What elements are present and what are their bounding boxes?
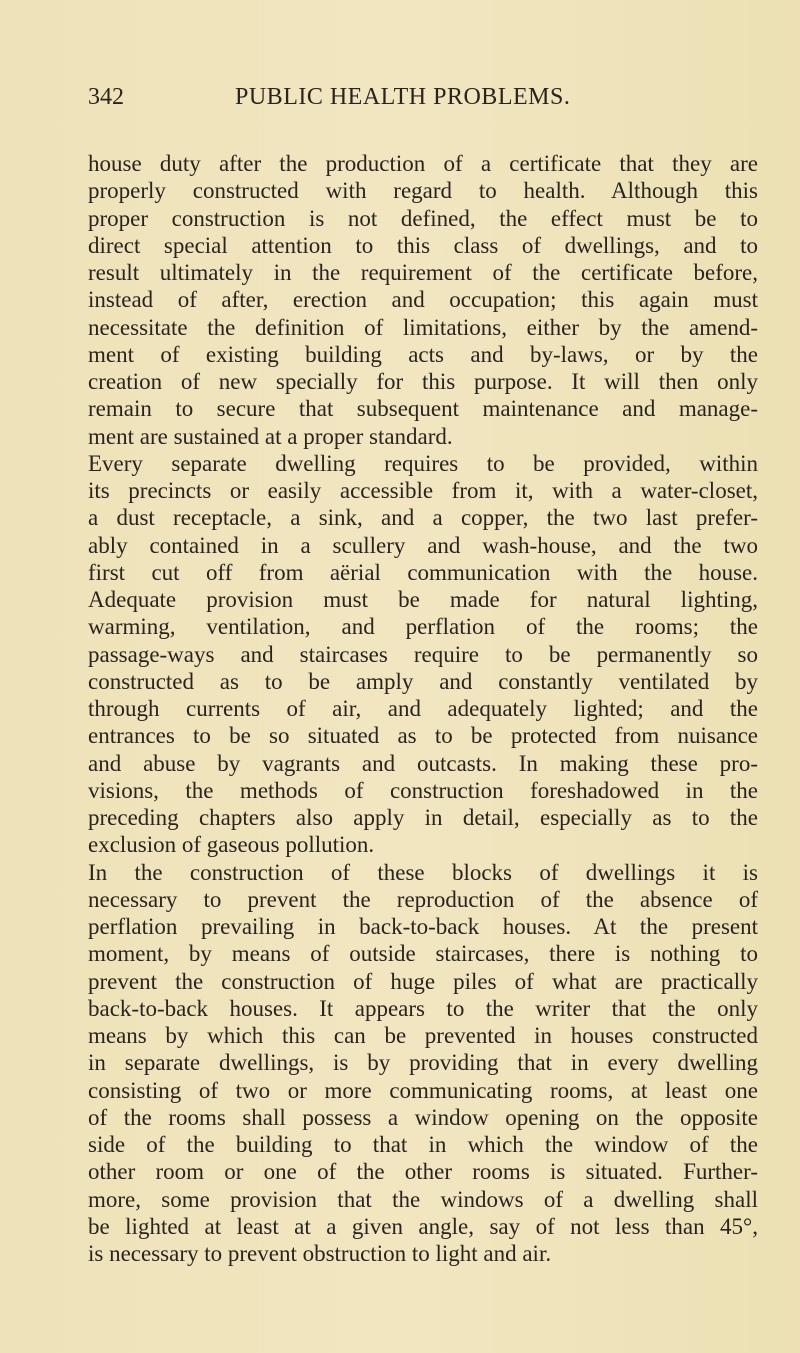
text-line: a dust receptacle, a sink, and a copper, the two last prefer- xyxy=(88,505,758,531)
text-line: first cut off from aërial communication with the house. xyxy=(88,559,758,585)
page-number: 342 xyxy=(88,84,124,110)
text-line: properly constructed with regard to health. Although this xyxy=(88,178,758,204)
text-line: necessitate the definition of limitations, either by the amend- xyxy=(88,314,758,340)
text-line: preceding chapters also apply in detail, especially as to the xyxy=(88,805,758,830)
text-line: entrances to be so situated as to be protected from nuisance xyxy=(88,723,758,749)
text-line: of the rooms shall possess a window opening on the opposite xyxy=(88,1104,758,1130)
text-line: ably contained in a scullery and wash-house, and the two xyxy=(88,532,758,558)
text-line: passage-ways and staircases require to be permanently so xyxy=(88,641,758,667)
text-line: through currents of air, and adequately lighted; and the xyxy=(88,696,758,721)
text-line: moment, by means of outside staircases, there is nothing to xyxy=(88,941,758,967)
body-text xyxy=(88,150,758,1267)
text-line: prevent the construction of huge piles of what are practically xyxy=(88,968,758,994)
text-line: exclusion of gaseous pollution. xyxy=(88,832,375,858)
text-line: Every separate dwelling requires to be provided, within xyxy=(88,450,758,476)
text-line: house duty after the production of a certificate that they are xyxy=(88,151,758,176)
running-title: PUBLIC HEALTH PROBLEMS. xyxy=(235,84,571,110)
text-line: proper construction is not defined, the effect must be to xyxy=(88,205,758,231)
text-line: ment are sustained at a proper standard. xyxy=(88,423,453,449)
text-line: In the construction of these blocks of dwellings it is xyxy=(88,859,758,885)
text-line: direct special attention to this class of dwellings, and to xyxy=(88,232,758,258)
text-line: and abuse by vagrants and outcasts. In making these pro- xyxy=(88,750,758,776)
text-line: creation of new specially for this purpose. It will then only xyxy=(88,369,758,394)
text-line: remain to secure that subsequent maintenance and manage- xyxy=(88,396,758,422)
text-line: means by which this can be prevented in houses constructed xyxy=(88,1023,758,1048)
text-line: side of the building to that in which the window of the xyxy=(88,1132,758,1157)
text-line: other room or one of the other rooms is situated. Further- xyxy=(88,1159,758,1185)
text-line: Adequate provision must be made for natural lighting, xyxy=(88,587,758,612)
text-line: back-to-back houses. It appears to the writer that the only xyxy=(88,995,758,1021)
text-line: constructed as to be amply and constantly ventilated by xyxy=(88,668,758,694)
text-line: consisting of two or more communicating rooms, at least one xyxy=(88,1077,758,1103)
text-line: its precincts or easily accessible from it, with a water-closet, xyxy=(88,478,758,503)
text-line: in separate dwellings, is by providing that in every dwelling xyxy=(88,1050,758,1076)
text-line: result ultimately in the requirement of the certificate before, xyxy=(88,260,758,285)
text-line: be lighted at least at a given angle, say of not less than 45°, xyxy=(88,1213,758,1239)
text-line: more, some provision that the windows of a dwelling shall xyxy=(88,1186,758,1212)
text-line: ment of existing building acts and by-laws, or by the xyxy=(88,341,758,367)
text-line: visions, the methods of construction foreshadowed in the xyxy=(88,777,758,803)
text-line: necessary to prevent the reproduction of the absence of xyxy=(88,886,758,912)
text-line: instead of after, erection and occupation; this again must xyxy=(88,287,758,313)
text-line: warming, ventilation, and perflation of the rooms; the xyxy=(88,614,758,640)
running-header xyxy=(88,84,758,114)
text-line: perflation prevailing in back-to-back houses. At the present xyxy=(88,914,758,939)
text-line: is necessary to prevent obstruction to light and air. xyxy=(88,1241,552,1266)
